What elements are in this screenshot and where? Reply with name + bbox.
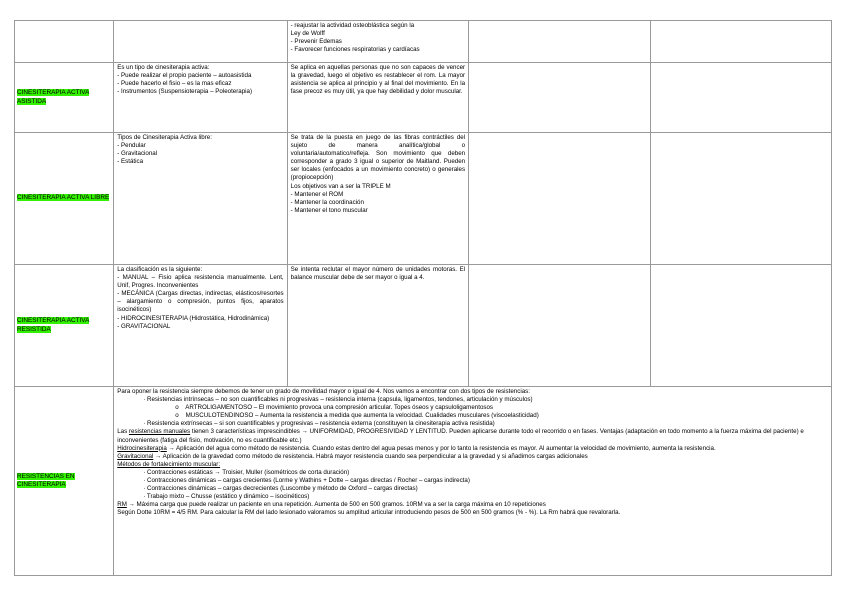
category-label: CINESITERAPIA ACTIVA RESISTIDA [17, 317, 90, 333]
detail-line: Ley de Wolff [290, 30, 325, 38]
empty-cell [650, 21, 831, 63]
empty-cell [469, 133, 650, 265]
description-line: - Instrumentos (Suspensioterapia – Poleoterapia) [117, 88, 253, 96]
description-line: - Puede hacerlo el fisio – es la mas eficaz [117, 80, 232, 88]
table-row [15, 265, 832, 387]
description-line: - MECÁNICA (Cargas directas, indirectas, elásticos/resortes – alargamiento o compresión, puntos fijos, aparatos isocinéticos) [117, 290, 284, 314]
detail-line: Los objetivos van a ser la TRIPLE M [290, 182, 391, 190]
paragraph: RM → Máxima carga que puede realizar un paciente en una repetición. Aumenta de 500 en 500 gramos. 10RM va a ser la carga máxima en 10 repeticiones [117, 501, 546, 509]
description-cell [114, 265, 287, 387]
paragraph: Para oponer la resistencia siempre debemos de tener un grado de movilidad mayor o igual de 4. Nos vamos a encontrar con dos tipos de resistencias: [117, 388, 530, 395]
description-line: Es un tipo de cinesiterapia activa: [117, 64, 210, 71]
detail-cell [287, 21, 468, 63]
sub-bullet-item: o ARTROLIGAMENTOSO – El movimiento provoca una compresión articular. Topes óseos y capsuloligamentosos [175, 404, 494, 412]
detail-paragraph: Se aplica en aquellas personas que no son capaces de vencer la gravedad, luego el objetivo es restablecer el rom. La mayor asistencia se aplica al principio y al final del movimiento. En la fase precoz es muy útil, ya que hay debilidad y dolor muscular. [290, 64, 466, 96]
resistencias-cell [114, 387, 832, 576]
empty-cell [469, 63, 650, 133]
sub-bullet-item: o MUSCULOTENDINOSO – Aumenta la resistencia a medida que aumenta la velocidad. Cualidades musculares (viscoelasticidad) [175, 412, 539, 420]
detail-line: - Prevenir Edemas [290, 38, 342, 46]
category-cell [15, 265, 114, 387]
paragraph: Según Dotte 10RM = 4/5 RM. Para calcular la RM del lado lesionado valoramos su amplitud articular introduciendo pesos de 500 en 500 gramos (% - %). La Rm habrá que revalorarla. [117, 509, 621, 517]
empty-cell [650, 63, 831, 133]
detail-line: - reajustar la actividad osteoblástica según la [290, 22, 415, 29]
category-cell [15, 133, 114, 265]
detail-line: - Mantener la coordinación [290, 198, 364, 206]
description-line: Tipos de Cinesiterapia Activa libre: [117, 134, 212, 141]
category-label: CINESITERAPIA ACTIVA ASISTIDA [17, 89, 90, 105]
paragraph: Gravitacional → Aplicación de la gravedad como método de resistencia. Habrá mayor resistencia cuando sea perpendicular a la gravedad y si añadimos cargas adicionales [117, 452, 588, 460]
detail-line: - Mantener el ROM [290, 190, 344, 198]
category-label: RESISTENCIAS EN CINESITERAPIA [17, 472, 75, 488]
description-line: - HIDROCINESITERAPIA (Hidrostática, Hidrodinámica) [117, 314, 270, 322]
category-cell [15, 63, 114, 133]
description-line: - Estática [117, 158, 144, 166]
category-label: CINESITERAPIA ACTIVA LIBRE [17, 194, 110, 202]
bullet-item: · Contracciones estáticas → Troisier, Muller (isométricos de corta duración) [143, 468, 350, 476]
description-line: - Pendular [117, 142, 146, 150]
detail-paragraph: Se intenta reclutar el mayor número de unidades motoras. El balance muscular debe de ser mayor o igual a 4. [290, 266, 466, 282]
detail-cell [287, 265, 468, 387]
detail-paragraph: Se trata de la puesta en juego de las fibras contráctiles del sujeto de manera analítica/global o voluntaria/automatico/refleja. Son movimiento que deben corresponder a grado 3 igual o superior de Maitland. Pueden ser locales (enfocados a un movimiento concreto) o generales (propiocepción) [290, 134, 466, 182]
description-cell [114, 133, 287, 265]
description-line: - GRAVITACIONAL [117, 322, 171, 330]
table-row [15, 133, 832, 265]
description-line: - Gravitacional [117, 150, 158, 158]
detail-cell [287, 133, 468, 265]
bullet-item: · Contracciones dinámicas – cargas crecientes (Lorme y Wathins + Dotte – cargas directas / Rocher – cargas indirecta) [143, 477, 470, 485]
category-cell [15, 21, 114, 63]
empty-cell [650, 133, 831, 265]
bullet-item: · Trabajo mixto – Chusse (estático y dinámico – isocinéticos) [143, 493, 310, 501]
empty-cell [469, 265, 650, 387]
content-table [14, 20, 832, 576]
paragraph: Métodos de fortalecimiento muscular: [117, 460, 221, 468]
table-row [15, 21, 832, 63]
table-row [15, 63, 832, 133]
bullet-item: · Resistencia extrínsecas – si son cuantificables y progresivas – resistencia externa (constituyen la cinesiterapia activa resistida) [143, 420, 495, 428]
table-row [15, 387, 832, 576]
bullet-item: · Resistencias intrínsecas – no son cuantificables ni progresivas – resistencia interna (capsula, ligamentos, tendones, articulación y músculos) [143, 396, 533, 404]
paragraph: Hidrocinesiterapia → Aplicación del agua como método de resistencia. Cuando estas dentro del agua pesas menos y por lo tanto la resistencia es mayor. Al aumentar la velocidad de movimiento, aumenta la resistencia. [117, 444, 716, 452]
paragraph: Las resistencias manuales tienen 3 características imprescindibles → UNIFORMIDAD, PROGRESIVIDAD Y LENTITUD. Pueden aplicarse durante todo el recorrido o en fases. Ventajas (adaptación en todo momento a la fuerza máxima del paciente) e inconvenientes (fatiga del fisio, motivación, no es cuantificable etc.) [117, 428, 804, 444]
description-cell [114, 21, 287, 63]
detail-cell [287, 63, 468, 133]
description-line: La clasificación es la siguiente: [117, 266, 203, 273]
description-cell [114, 63, 287, 133]
description-line: - Puede realizar el propio paciente – autoasistida [117, 72, 252, 80]
empty-cell [650, 265, 831, 387]
empty-cell [469, 21, 650, 63]
description-line: - MANUAL – Fisio aplica resistencia manualmente. Lent, Unif, Progres. Inconvenientes [117, 274, 284, 290]
detail-line: - Mantener el tono muscular [290, 206, 368, 214]
bullet-item: · Contracciones dinámicas – cargas decrecientes (Luscombe y método de Oxford – cargas directas) [143, 485, 418, 493]
category-cell [15, 387, 114, 576]
detail-line: - Favorecer funciones respiratorias y cardíacas [290, 46, 420, 54]
